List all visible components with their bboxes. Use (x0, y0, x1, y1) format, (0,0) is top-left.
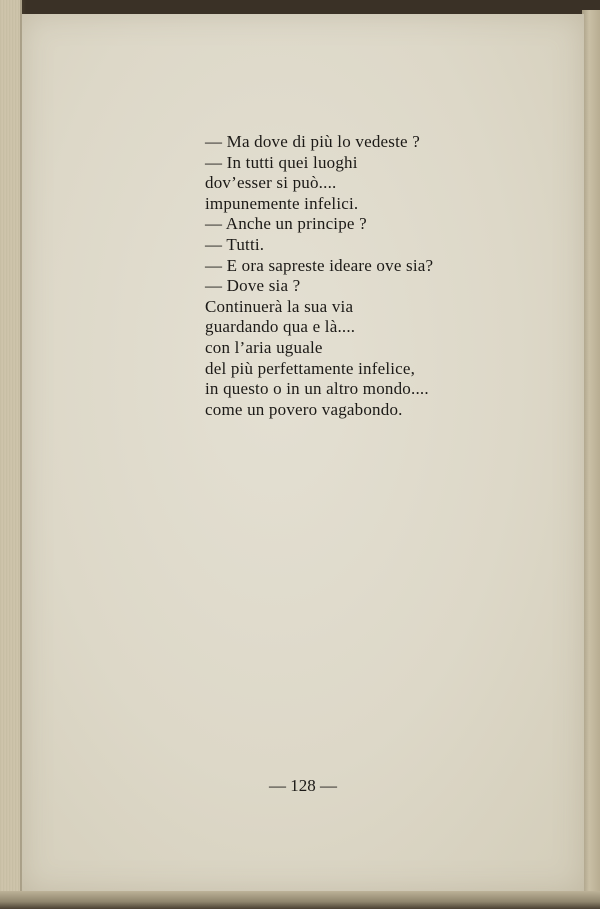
poem-line: dov’esser si può.... (205, 173, 337, 193)
book-page (22, 14, 584, 892)
poem-line: — In tutti quei luoghi (205, 152, 358, 172)
poem-text (205, 132, 505, 420)
poem-line: del più perfettamente infelice, (205, 358, 416, 378)
poem-line: — Anche un principe ? (205, 214, 367, 234)
poem-line: in questo o in un altro mondo.... (205, 379, 429, 399)
poem-line: — Ma dove di più lo vedeste ? (205, 132, 420, 151)
poem-line: impunemente infelici. (205, 193, 359, 213)
right-page-edge (582, 10, 600, 895)
poem-line: con l’aria uguale (205, 337, 323, 357)
poem-line: come un povero vagabondo. (205, 399, 403, 419)
poem-line: — Tutti. (205, 234, 265, 254)
bottom-page-edge (0, 891, 600, 909)
poem-line: Continuerà la sua via (205, 296, 354, 316)
page-number: — 128 — (269, 776, 337, 795)
poem-line: — E ora sapreste ideare ove sia? (205, 255, 434, 275)
page-stack-edges (0, 0, 22, 909)
poem-line: — Dove sia ? (205, 276, 301, 296)
poem-line: guardando qua e là.... (205, 317, 356, 337)
